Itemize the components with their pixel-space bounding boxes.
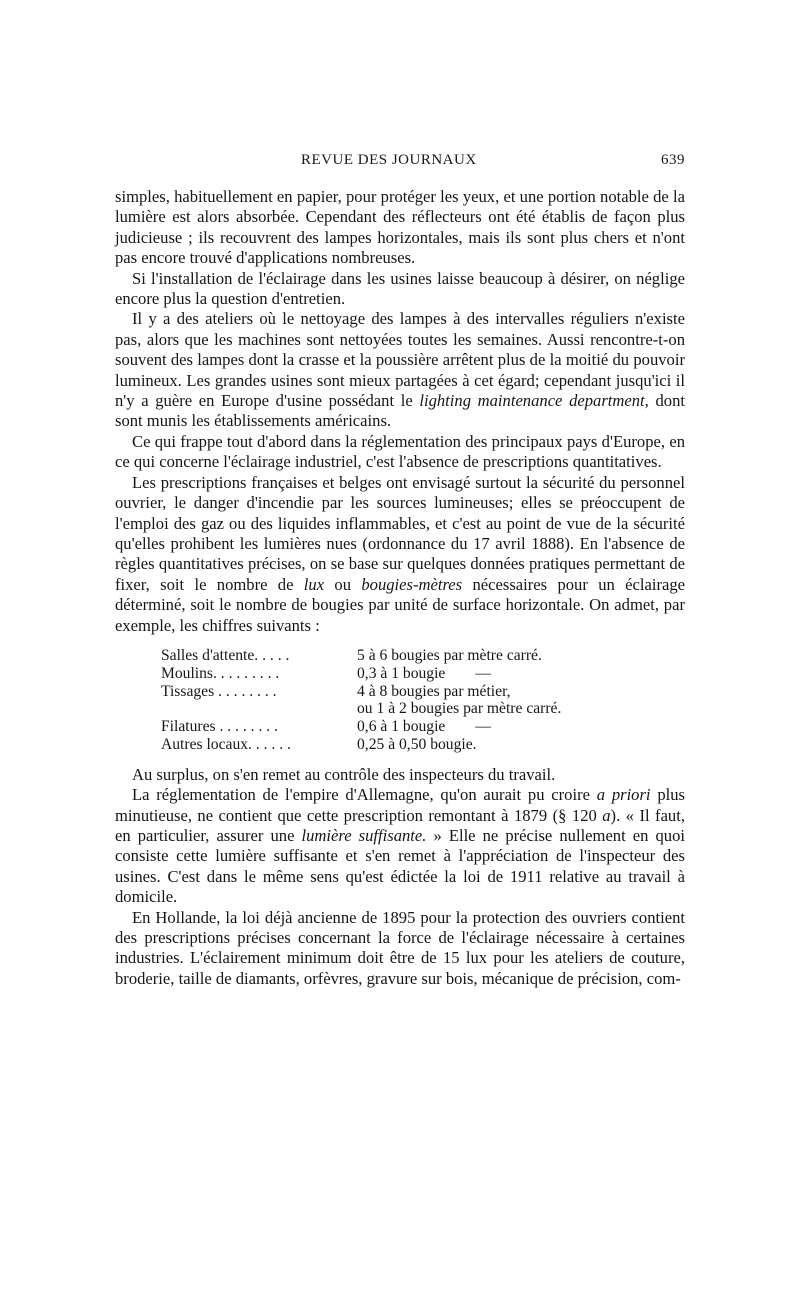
table-value: 0,3 à 1 bougie — <box>357 664 491 682</box>
emphasis-lighting-department: lighting maintenance department <box>419 391 645 411</box>
table-row <box>161 647 685 665</box>
table-ditto-dash: — <box>475 664 491 682</box>
paragraph-prescriptions: Les prescriptions françaises et belges ont envisagé surtout la sécurité du personnel ouvrier, le danger d'incendie par les sources lumineuses; elles se préoccupent de l'emploi des gaz ou des liquides inflammables, et c'est au point de vue de la sécurité qu'elles prohibent les lumières nues (ordonnance du 17 avril 1888). En l'absence de règles quantitatives précises, on se base sur quelques données pratiques permettant de fixer, soit le nombre de lux ou bougies-mètres nécessaires pour un éclairage déterminé, soit le nombre de bougies par unité de surface horizontale. On admet, par exemple, les chiffres suivants : <box>115 472 686 635</box>
table-value: 4 à 8 bougies par métier, <box>357 682 511 700</box>
table-value: ou 1 à 2 bougies par mètre carré. <box>357 700 562 718</box>
page-number: 639 <box>661 152 685 168</box>
table-row <box>161 718 685 736</box>
paragraph-hollande: En Hollande, la loi déjà ancienne de 1895 pour la protection des ouvriers contient des prescriptions précises concernant la force de l'éclairage nécessaire à certaines industries. L'éclairement minimum doit être de 15 lux pour les ateliers de couture, broderie, taille de diamants, orfèvres, gravure sur bois, mécanique de précision, com- <box>115 907 685 988</box>
emphasis-lux: lux <box>303 574 325 594</box>
table-row <box>161 665 685 683</box>
table-row <box>161 700 685 718</box>
emphasis-lumiere-suffisante: lumière suffisante. <box>301 825 427 845</box>
paragraph-installation: Si l'installation de l'éclairage dans les usines laisse beaucoup à désirer, on néglige encore plus la question d'entretien. <box>115 268 685 309</box>
emphasis-bougies-metres: bougies-mètres <box>361 574 463 594</box>
table-ditto-dash: — <box>475 718 491 736</box>
paragraph-reglementation: Ce qui frappe tout d'abord dans la réglementation des principaux pays d'Europe, en ce qui concerne l'éclairage industriel, c'est l'absence de prescriptions quantitatives. <box>115 431 685 472</box>
emphasis-a-priori: a priori <box>596 785 651 805</box>
table-value: 0,25 à 0,50 bougie. <box>357 735 477 753</box>
lighting-table <box>161 647 685 754</box>
paragraph-ateliers: Il y a des ateliers où le nettoyage des lampes à des intervalles réguliers n'existe pas, alors que les machines sont nettoyées toutes les semaines. Aussi rencontre-t-on souvent des lampes dont la crasse et la poussière arrêtent plus de la moitié du pouvoir lumineux. Les grandes usines sont mieux partagées à cet égard; cependant jusqu'ici il n'y a guère en Europe d'usine possédant le lighting maintenance department, dont sont munis les établissements américains. <box>115 309 685 431</box>
table-label: Tissages . . . . . . . . <box>161 682 277 700</box>
paragraph-inspecteurs: Au surplus, on s'en remet au contrôle des inspecteurs du travail. <box>132 764 556 784</box>
table-label: Salles d'attente. . . . . <box>161 646 290 664</box>
body-text <box>115 187 685 989</box>
emphasis-a: a <box>602 805 611 825</box>
table-label: Moulins. . . . . . . . . <box>161 664 280 682</box>
table-label: Filatures . . . . . . . . <box>161 718 278 736</box>
table-row <box>161 683 685 701</box>
journal-title: REVUE DES JOURNAUX <box>301 152 477 168</box>
paragraph-allemagne: La réglementation de l'empire d'Allemagne, qu'on aurait pu croire a priori plus minutieuse, ne contient que cette prescription remontant à 1879 (§ 120 a). « Il faut, en particulier, assurer une lumière suffisante. » Elle ne précise nullement en quoi consiste cette lumière suffisante et s'en remet à l'appréciation de l'inspecteur des usines. C'est dans le même sens qu'est édictée la loi de 1911 relative au travail à domicile. <box>115 785 685 907</box>
table-row <box>161 736 685 754</box>
table-label: Autres locaux. . . . . . <box>161 735 291 753</box>
running-header <box>115 152 685 172</box>
table-value: 5 à 6 bougies par mètre carré. <box>357 646 542 664</box>
table-value: 0,6 à 1 bougie — <box>357 718 491 736</box>
paragraph-continued: simples, habituellement en papier, pour protéger les yeux, et une portion notable de la lumière est alors absorbée. Cependant des réflecteurs ont été établis de façon plus judicieuse ; ils recouvrent des lampes horizontales, mais ils sont plus chers et n'ont pas encore trouvé d'applications nombreuses. <box>115 187 685 268</box>
